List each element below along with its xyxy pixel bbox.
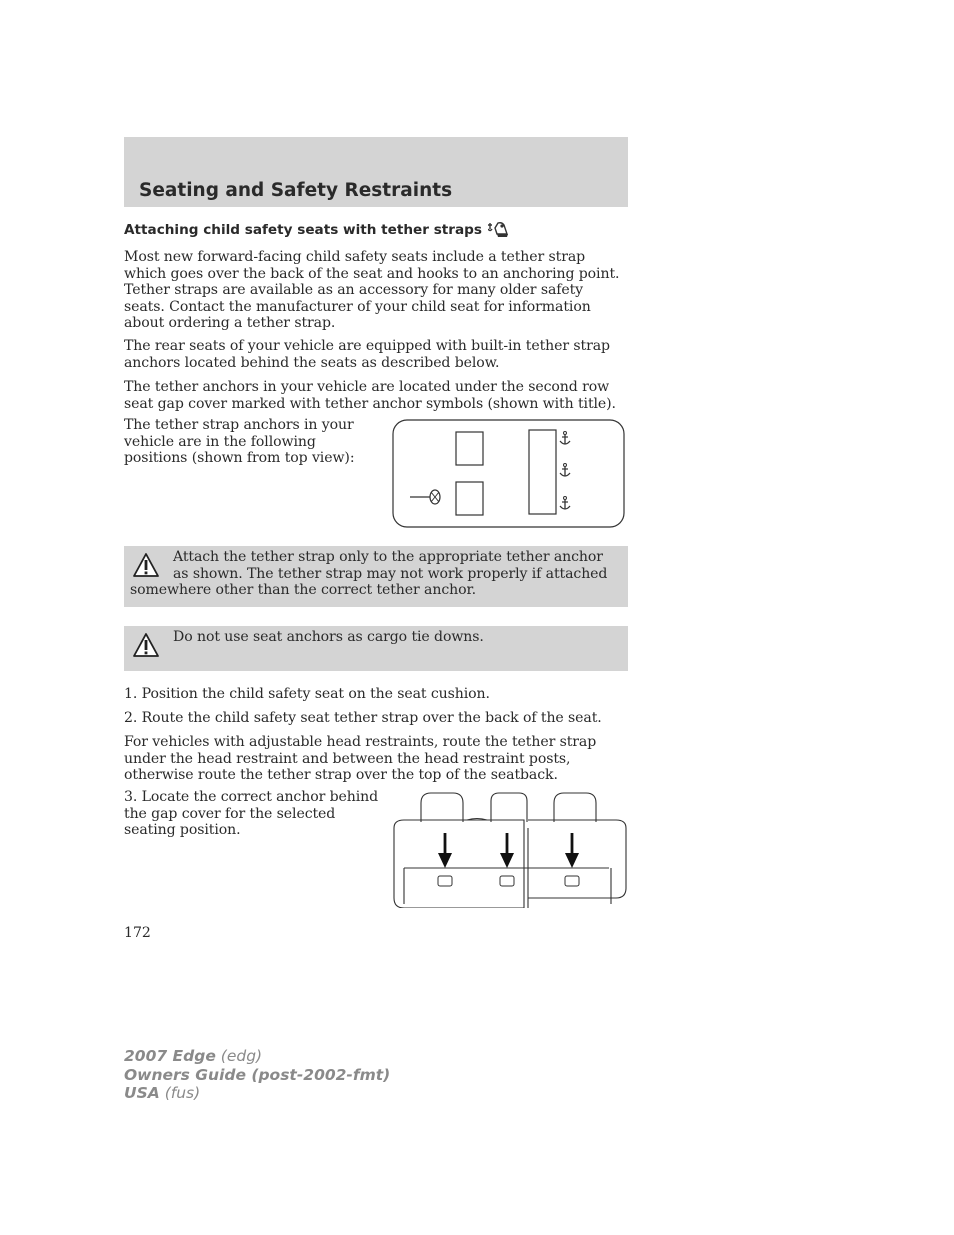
warning-triangle-icon [132,552,160,578]
step-1: 1. Position the child safety seat on the seat cushion. [124,686,490,702]
rear-seats-paragraph: The rear seats of your vehicle are equipped with built-in tether strap anchors located behind the seats as described below. [124,338,610,371]
footer-line-2: Owners Guide (post-2002-fmt) [124,1065,391,1084]
section-title: Seating and Safety Restraints [139,180,453,201]
child-seat-tether-icon [565,876,579,886]
step-2: 2. Route the child safety seat tether strap over the back of the seat. [124,710,602,726]
section-header [124,137,628,207]
rear-seat-anchors-diagram [391,791,629,908]
warning-box-cargo [124,626,628,671]
page-number: 172 [124,925,151,941]
document-footer [124,1047,390,1103]
anchor-location-paragraph: The tether anchors in your vehicle are located under the second row seat gap cover marked with tether anchor symbols (shown with title). [124,379,616,412]
subsection-title-text: Attaching child safety seats with tether straps [124,222,483,238]
warning-triangle-icon [132,632,160,658]
footer-line-3: USA (fus) [124,1084,201,1102]
subsection-title [124,221,510,239]
tether-down-arrow [565,833,579,868]
intro-paragraph: Most new forward-facing child safety seats include a tether strap which goes over the back of the seat and hooks to an anchoring point. Tether straps are available as an accessory for many older safety seats. Contact the manufacturer of your child seat for information about ordering a tether strap. [124,249,620,332]
tether-anchor-icon [560,497,570,510]
tether-down-arrow [500,833,514,868]
child-seat-tether-icon [488,221,510,239]
warning-text-cargo: Do not use seat anchors as cargo tie downs. [173,629,484,645]
tether-anchor-top-view-diagram [392,419,626,529]
tether-anchor-icon [560,432,570,445]
child-seat-tether-icon [500,876,514,886]
anchor-positions-paragraph: The tether strap anchors in your vehicle are in the following positions (shown from top view): [124,417,355,467]
footer-line-1: 2007 Edge (edg) [124,1047,263,1065]
tether-anchor-icon [560,464,570,477]
warning-text-tether-anchor: Attach the tether strap only to the appropriate tether anchor as shown. The tether strap may not work properly if attached somewhere other than the correct tether anchor. [130,549,608,599]
step-2-note: For vehicles with adjustable head restraints, route the tether strap under the head restraint and between the head restraint posts, otherwise route the tether strap over the top of the seatback. [124,734,597,784]
child-seat-tether-icon [438,876,452,886]
step-3: 3. Locate the correct anchor behind the gap cover for the selected seating position. [124,789,379,839]
warning-box-tether-anchor [124,546,628,607]
tether-down-arrow [438,833,452,868]
